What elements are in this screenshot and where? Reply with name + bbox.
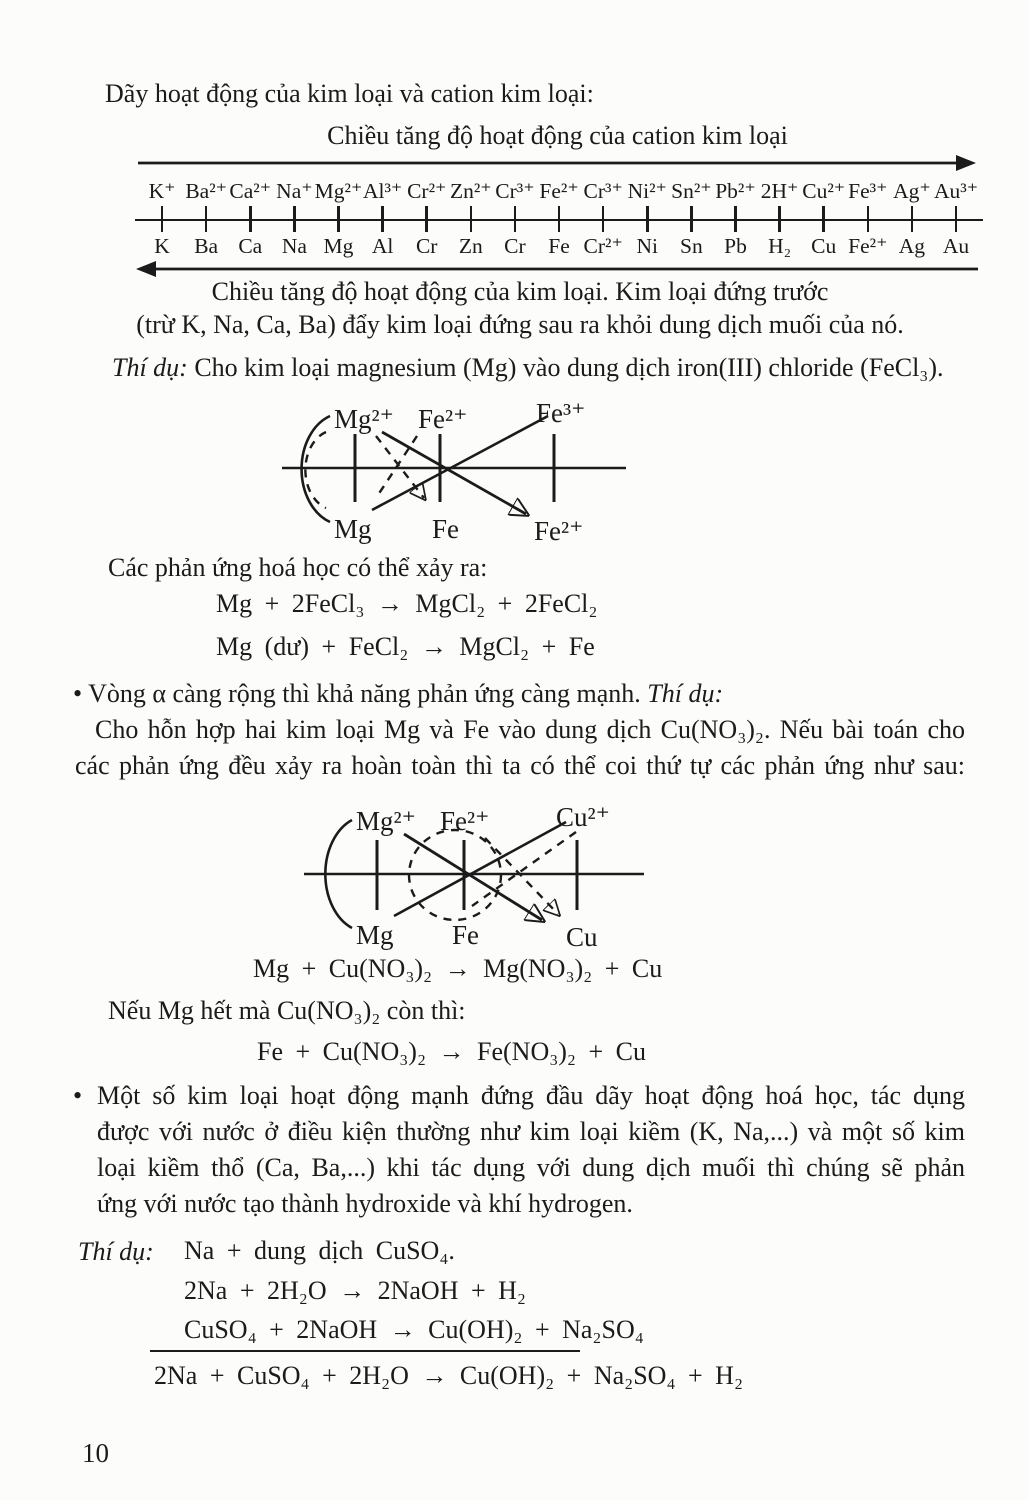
diagram2-top-label: Fe²⁺ [440,806,490,836]
series-pair [228,176,272,258]
strong-metals-line2: được với nước ở điều kiện thường như kim loại kiềm (K, Na,...) và một số kim [97,1117,965,1146]
series-tick [205,206,208,232]
series-pair [493,176,537,258]
series-tick [337,206,340,232]
equation: Mg (dư) + FeCl₂ → MgCl₂ + Fe [216,632,595,661]
series-pair [184,176,228,258]
series-pair [449,176,493,258]
diagram2-bottom-label: Fe [452,920,479,950]
series-pair [934,176,978,258]
ion-label: Ca²⁺ [229,179,272,203]
series-pair [140,176,184,258]
series-tick [558,206,561,232]
series-tick [470,206,473,232]
alpha-rule-bullet-line [73,678,723,709]
left-arrowhead-icon [136,261,156,277]
example2-text: Na + dung dịch CuSO₄. [184,1236,455,1265]
metal-label: Sn [680,234,703,258]
series-pair [361,176,405,258]
series-pair [625,176,669,258]
ion-label: Sn²⁺ [671,179,712,203]
activity-series [140,176,978,258]
alpha-paragraph-line2: các phản ứng đều xảy ra hoàn toàn thì ta có thể coi thứ tự các phản ứng như sau: [75,751,965,780]
example1-label: Thí dụ: [112,353,188,382]
equation: CuSO₄ + 2NaOH → Cu(OH)₂ + Na₂SO₄ [184,1315,644,1344]
series-pair [405,176,449,258]
metal-label: Cr²⁺ [583,234,623,258]
series-tick [911,206,914,232]
alpha-diagram-mg-fe [270,388,650,546]
diagram2-bottom-label: Mg [356,920,394,950]
series-tick [425,206,428,232]
diagram1-bottom-label: Mg [334,514,372,544]
ion-label: Mg²⁺ [314,179,363,203]
metal-label: Mg [323,234,354,258]
strong-metals-line4: ứng với nước tạo thành hydroxide và khí hydrogen. [97,1189,633,1218]
reactions-heading: Các phản ứng hoá học có thể xảy ra: [108,553,488,582]
ion-label: Pb²⁺ [715,179,756,203]
series-pair [802,176,846,258]
series-pair [713,176,757,258]
series-tick [381,206,384,232]
metal-label: Cu [811,234,837,258]
diagram2-top-label: Cu²⁺ [556,802,610,832]
metal-label: Fe [548,234,570,258]
metal-label: Cr [415,234,438,258]
diagram1-top-label: Fe³⁺ [536,398,586,428]
ion-label: Ag⁺ [893,179,931,203]
alpha-diagram-mg-fe-cu [292,792,652,952]
strong-metals-line3: loại kiềm thổ (Ca, Ba,...) khi tác dụng với dung dịch muối thì chúng sẽ phản [97,1153,965,1182]
equation-sum-rule [150,1350,744,1391]
alpha-note: Nếu Mg hết mà Cu(NO₃)₂ còn thì: [108,996,466,1025]
metal-label: Ni [636,234,658,258]
metal-label: Au [942,234,970,258]
series-tick [514,206,517,232]
ion-label: Cu²⁺ [802,179,846,203]
metal-label: H₂ [768,234,792,258]
bullet-icon: • [73,1081,83,1110]
page-title: Dãy hoạt động của kim loại và cation kim loại: [105,79,594,108]
metal-label: Ag [898,234,926,258]
metal-direction-label-line2: (trừ K, Na, Ca, Ba) đẩy kim loại đứng sau ra khỏi dung dịch muối của nó. [136,310,904,339]
alpha-paragraph-line1: Cho hỗn hợp hai kim loại Mg và Fe vào dung dịch Cu(NO₃)₂. Nếu bài toán cho [95,715,965,744]
diagram1-top-label: Fe²⁺ [418,404,468,434]
equation: Mg + Cu(NO₃)₂ → Mg(NO₃)₂ + Cu [253,954,663,983]
diagram2-arrow-dashed-fe2-to-cu [485,838,558,914]
alpha-rule-text: Vòng α càng rộng thì khả năng phản ứng càng mạnh. [88,679,648,708]
example1-intro [112,352,944,383]
equation: 2Na + 2H₂O → 2NaOH + H₂ [184,1276,526,1305]
series-tick [161,206,164,232]
diagram2-line-dashed-cu2-to-fe [472,832,576,906]
series-tick [602,206,605,232]
metal-label: Ba [194,234,219,258]
equation: Fe + Cu(NO₃)₂ → Fe(NO₃)₂ + Cu [257,1037,647,1066]
series-tick [734,206,737,232]
ion-label: Cr²⁺ [407,179,447,203]
metal-label: Cr [504,234,526,258]
ion-label: K⁺ [148,179,176,203]
series-pair [537,176,581,258]
ion-label: Zn²⁺ [449,179,492,203]
page-number: 10 [82,1438,109,1468]
series-tick [867,206,870,232]
series-tick [293,206,296,232]
series-pair [272,176,316,258]
cation-direction-label: Chiều tăng độ hoạt động của cation kim loại [327,121,788,150]
diagram1-bottom-label: Fe²⁺ [534,516,584,546]
series-pair [669,176,713,258]
metal-label: Zn [458,234,483,258]
series-tick [646,206,649,232]
diagram1-bottom-label: Fe [432,514,459,544]
right-arrowhead-icon [956,155,976,171]
metal-label: Na [281,234,307,258]
series-tick [249,206,252,232]
strong-metals-line1: Một số kim loại hoạt động mạnh đứng đầu dãy hoạt động hoá học, tác dụng [97,1081,965,1110]
ion-label: Fe²⁺ [539,179,579,203]
ion-label: 2H⁺ [760,179,799,203]
series-tick [822,206,825,232]
diagram2-bottom-label: Cu [566,922,598,952]
series-tick [690,206,693,232]
example2-label: Thí dụ: [78,1237,154,1266]
metal-label: Ca [238,234,263,258]
metal-direction-label-line1: Chiều tăng độ hoạt động của kim loại. Kim loại đứng trước [211,277,829,306]
ion-label: Ba²⁺ [185,179,227,203]
metal-label: Pb [724,234,747,258]
diagram2-top-label: Mg²⁺ [356,806,416,836]
series-pair [758,176,802,258]
equation-sum: 2Na + CuSO₄ + 2H₂O → Cu(OH)₂ + Na₂SO₄ + H₂ [154,1361,744,1390]
metal-label: K [154,234,170,258]
ion-label: Ni²⁺ [627,179,667,203]
ion-label: Al³⁺ [362,179,403,203]
ion-label: Cr³⁺ [583,179,623,203]
ion-label: Au³⁺ [933,179,979,203]
alpha-rule-example-label: Thí dụ: [647,679,724,708]
right-arrow [138,150,976,174]
series-pair [846,176,890,258]
series-pair [890,176,934,258]
diagram2-line-cu2-to-mg [394,822,566,916]
series-pair [581,176,625,258]
equation: Mg + 2FeCl₃ → MgCl₂ + 2FeCl₂ [216,589,598,618]
ion-label: Na⁺ [276,179,313,203]
series-tick [778,206,781,232]
metal-label: Al [371,234,394,258]
series-tick [955,206,958,232]
metal-label: Fe²⁺ [848,234,888,258]
diagram1-top-label: Mg²⁺ [334,404,394,434]
series-pair [314,176,363,258]
ion-label: Cr³⁺ [495,179,535,203]
ion-label: Fe³⁺ [848,179,888,203]
bullet-icon: • [73,679,83,708]
example1-text: Cho kim loại magnesium (Mg) vào dung dịch iron(III) chloride (FeCl₃). [187,353,944,382]
diagram1-alpha-arc-dashed [305,432,326,508]
